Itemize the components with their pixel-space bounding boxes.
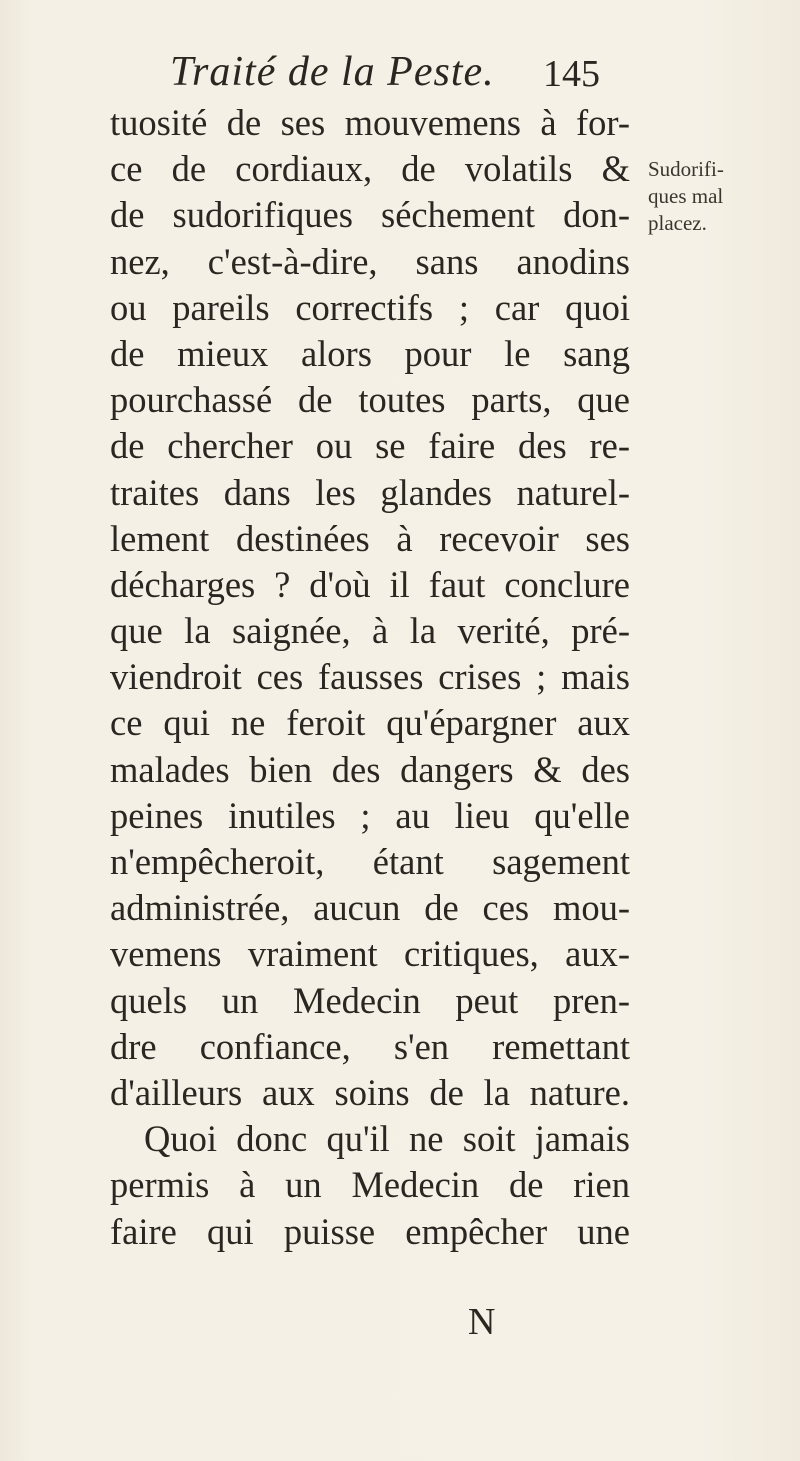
text-line: de sudorifiques séchement don- <box>110 194 630 236</box>
text-line: administrée, aucun de ces mou- <box>110 887 630 929</box>
margin-note-line: placez. <box>648 211 707 235</box>
text-line: n'empêcheroit, étant sagement <box>110 841 630 882</box>
text-line: nez, c'est-à-dire, sans anodins <box>110 240 630 282</box>
text-line: ou pareils correctifs ; car quoi <box>110 286 630 328</box>
text-line: quels un Medecin peut pren- <box>110 979 630 1021</box>
text-line: dre confiance, s'en remettant <box>110 1025 630 1067</box>
text-line: faire qui puisse empêcher une <box>110 1210 630 1252</box>
text-line: de chercher ou se faire des re- <box>110 425 630 467</box>
margin-note <box>648 156 798 237</box>
text-line: viendroit ces fausses crises ; mais <box>110 656 630 698</box>
text-line: peines inutiles ; au lieu qu'elle <box>110 794 630 836</box>
text-line: traites dans les glandes naturel- <box>110 471 630 513</box>
body-text <box>110 100 630 1255</box>
text-line: permis à un Medecin de rien <box>110 1164 630 1206</box>
page-number: 145 <box>543 53 600 95</box>
text-line: ce qui ne feroit qu'épargner aux <box>110 702 630 744</box>
catchword: N <box>468 1301 496 1343</box>
text-line: pourchassé de toutes parts, que <box>110 379 630 421</box>
text-line: lement destinées à recevoir ses <box>110 517 630 559</box>
text-line: tuosité de ses mouvemens à for- <box>110 102 630 143</box>
text-line: de mieux alors pour le sang <box>110 332 630 374</box>
text-line: vemens vraiment critiques, aux- <box>110 933 630 975</box>
margin-note-line: ques mal <box>648 184 724 208</box>
text-line: que la saignée, à la verité, pré- <box>110 610 630 652</box>
text-line: d'ailleurs aux soins de la nature. <box>110 1071 630 1113</box>
text-line: décharges ? d'où il faut conclure <box>110 563 630 605</box>
text-line: ce de cordiaux, de volatils & <box>110 148 630 190</box>
text-line: malades bien des dangers & des <box>110 748 630 790</box>
margin-note-line: Sudorifi- <box>648 157 724 181</box>
page-header <box>170 40 600 100</box>
running-title: Traité de la Peste. <box>170 49 495 95</box>
text-line: Quoi donc qu'il ne soit jamais <box>144 1118 630 1160</box>
